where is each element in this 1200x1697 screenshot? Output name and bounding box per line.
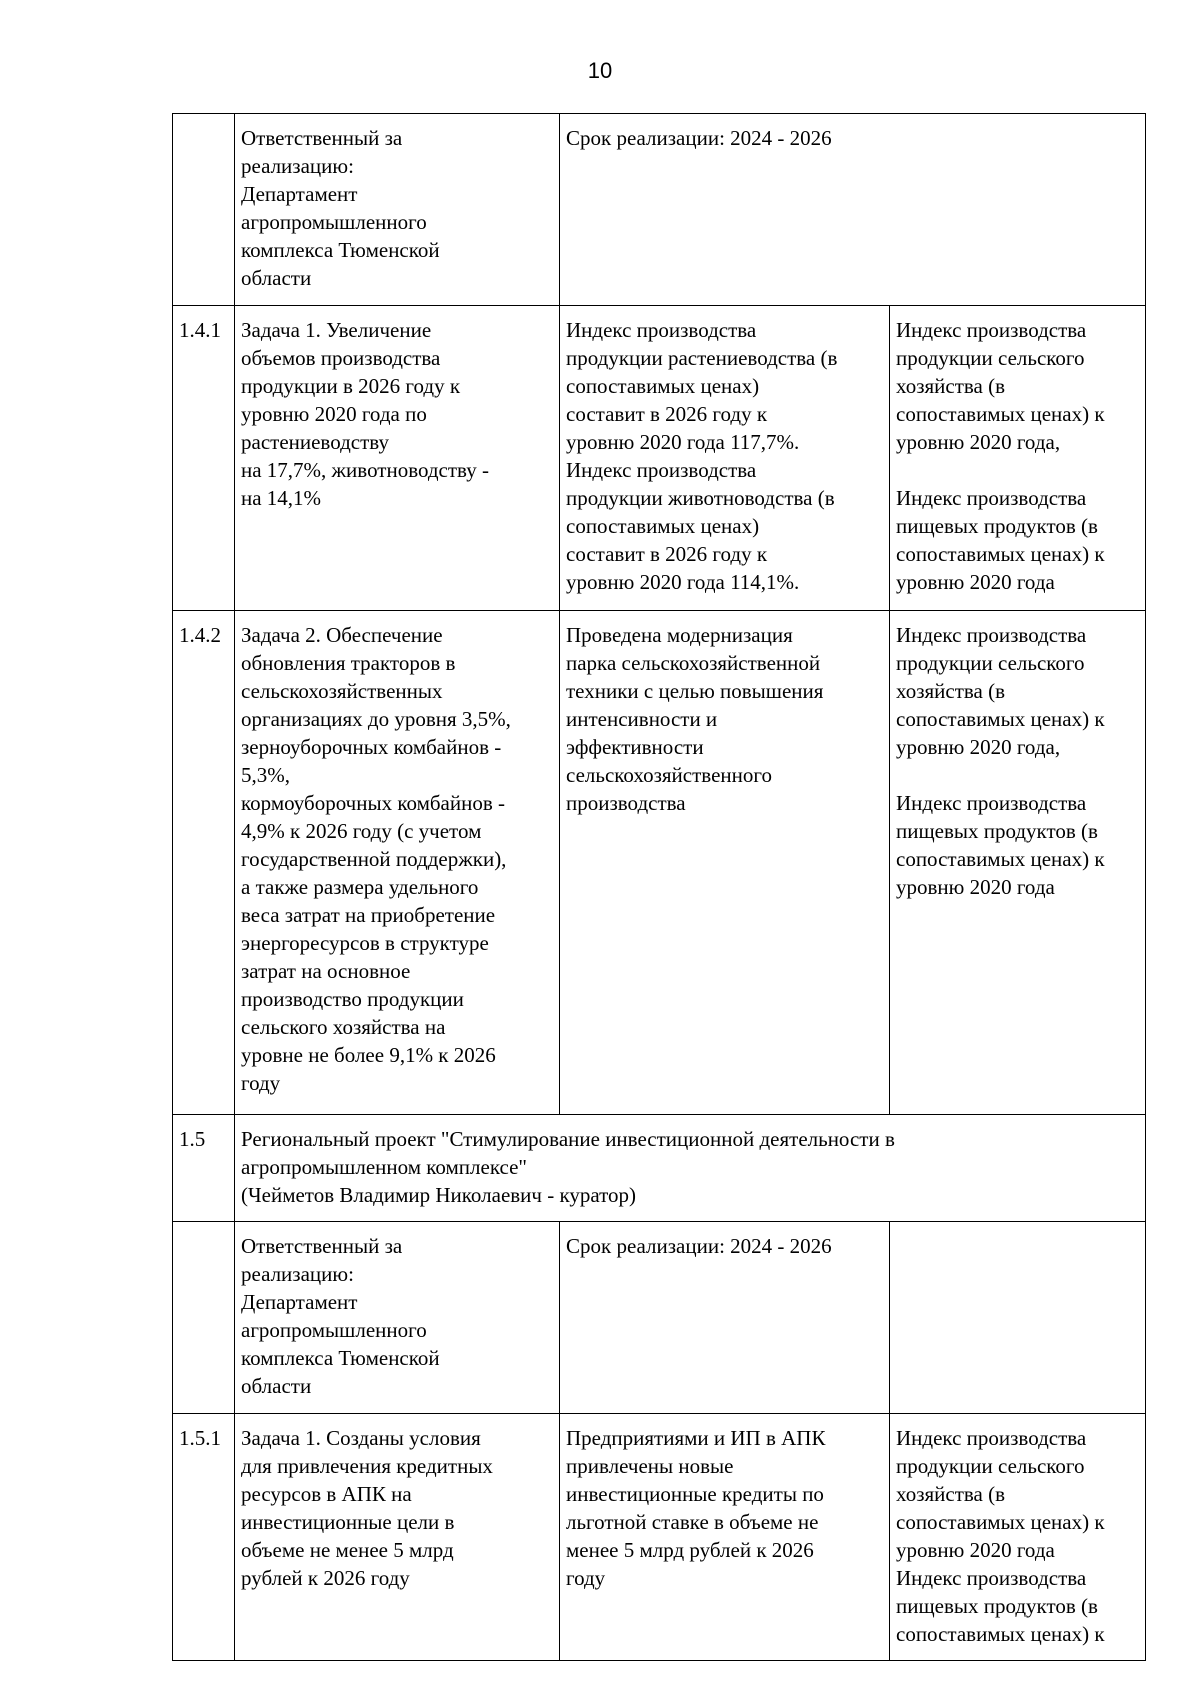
number-cell [173,114,235,306]
period-cell [560,1222,890,1414]
project-text: Региональный проект "Стимулирование инвестиционной деятельности в агропромышленном комплексе" (Чейметов Владимир Николаевич - куратор) [241,1127,895,1207]
table-row [173,306,1146,611]
result-text: Индекс производства продукции растениеводства (в сопоставимых ценах) составит в 2026 году к уровню 2020 года 117,7%. Индекс производства продукции животноводства (в сопоставимых ценах) составит в 2026 году к уровню 2020 года 114,1%. [566,318,838,594]
item-number: 1.5.1 [179,1426,221,1450]
table-row [173,1222,1146,1414]
number-cell [173,1115,235,1222]
task-text: Задача 1. Созданы условия для привлечения кредитных ресурсов в АПК на инвестиционные цели в объеме не менее 5 млрд рублей к 2026 году [241,1426,493,1590]
item-number: 1.4.1 [179,318,221,342]
period-text: Срок реализации: 2024 - 2026 [566,1234,832,1258]
number-cell [173,611,235,1115]
table-row [173,114,1146,306]
task-text: Задача 2. Обеспечение обновления тракторов в сельскохозяйственных организациях до уровня 3,5%, зерноуборочных комбайнов - 5,3%, кормоуборочных комбайнов - 4,9% к 2026 году (с учетом государственной поддержки), а также размера удельного веса затрат на приобретение энергоресурсов в структуре затрат на основное производство продукции сельского хозяйства на уровне не более 9,1% к 2026 году [241,623,511,1095]
task-cell [235,1414,560,1661]
item-number: 1.5 [179,1127,206,1151]
project-cell [235,1115,1146,1222]
result-text: Предприятиями и ИП в АПК привлечены новые инвестиционные кредиты по льготной ставке в объеме не менее 5 млрд рублей к 2026 году [566,1426,826,1590]
indicator-text: Индекс производства продукции сельского хозяйства (в сопоставимых ценах) к уровню 2020 года Индекс производства пищевых продуктов (в сопоставимых ценах) к [896,1426,1105,1646]
period-text: Срок реализации: 2024 - 2026 [566,126,832,150]
table-row [173,1414,1146,1661]
responsible-text: Ответственный за реализацию: Департамент агропромышленного комплекса Тюменской области [241,126,440,290]
period-cell [560,114,1146,306]
result-cell [560,1414,890,1661]
result-cell [560,611,890,1115]
indicator-cell [890,1414,1146,1661]
task-text: Задача 1. Увеличение объемов производства продукции в 2026 году к уровню 2020 года по растениеводству на 17,7%, животноводству - на 14,1% [241,318,490,510]
item-number: 1.4.2 [179,623,221,647]
table-row [173,1115,1146,1222]
empty-cell [890,1222,1146,1414]
number-cell [173,1414,235,1661]
task-cell [235,306,560,611]
indicator-cell [890,611,1146,1115]
responsible-text: Ответственный за реализацию: Департамент агропромышленного комплекса Тюменской области [241,1234,440,1398]
number-cell [173,306,235,611]
responsible-cell [235,1222,560,1414]
result-text: Проведена модернизация парка сельскохозяйственной техники с целью повышения интенсивности и эффективности сельскохозяйственного производства [566,623,824,815]
table-row [173,611,1146,1115]
indicator-text: Индекс производства продукции сельского хозяйства (в сопоставимых ценах) к уровню 2020 года, Индекс производства пищевых продуктов (в сопоставимых ценах) к уровню 2020 года [896,623,1105,899]
responsible-cell [235,114,560,306]
measures-table [172,113,1146,1661]
task-cell [235,611,560,1115]
number-cell [173,1222,235,1414]
indicator-text: Индекс производства продукции сельского хозяйства (в сопоставимых ценах) к уровню 2020 года, Индекс производства пищевых продуктов (в сопоставимых ценах) к уровню 2020 года [896,318,1105,594]
page-number: 10 [587,58,613,83]
result-cell [560,306,890,611]
indicator-cell [890,306,1146,611]
